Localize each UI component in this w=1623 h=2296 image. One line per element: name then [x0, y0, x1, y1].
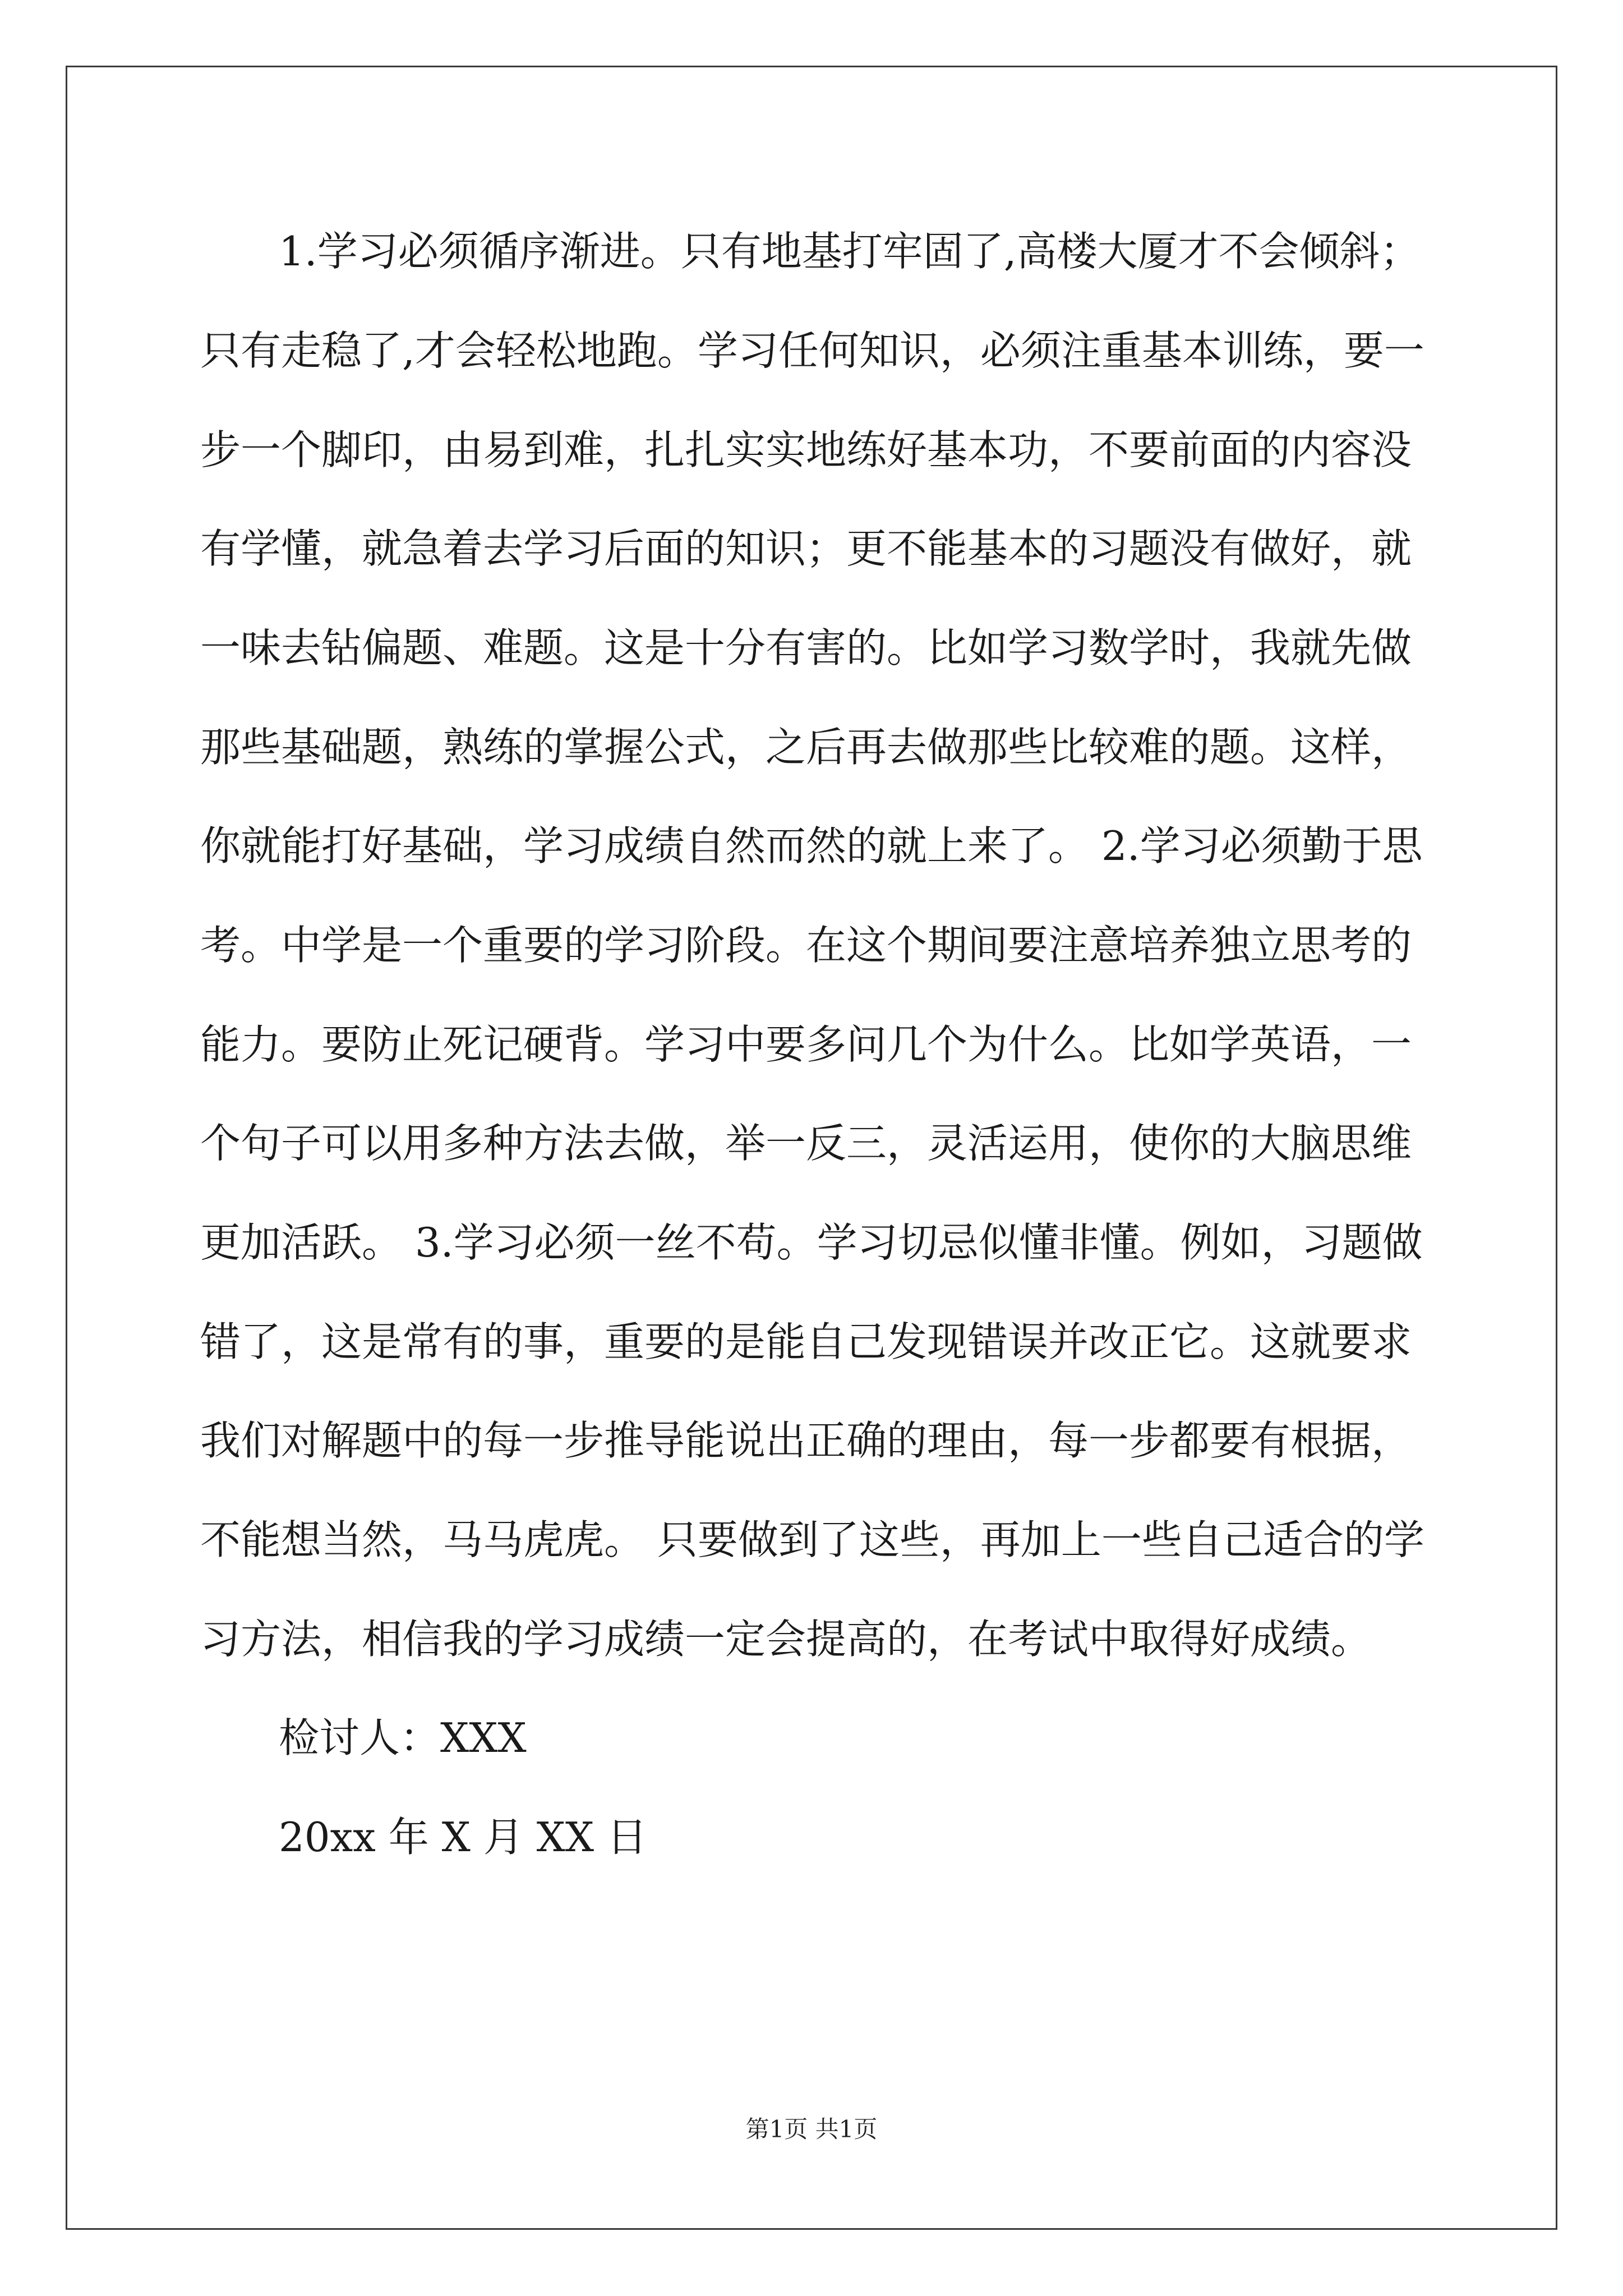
paragraph-line: 步一个脚印，由易到难，扎扎实实地练好基本功，不要前面的内容没	[200, 426, 1412, 473]
paragraph-line: 错了，这是常有的事，重要的是能自己发现错误并改正它。这就要求	[200, 1318, 1412, 1365]
paragraph-line: 1.学习必须循序渐进。只有地基打牢固了,高楼大厦才不会倾斜；	[279, 228, 1421, 275]
paragraph-line: 你就能打好基础，学习成绩自然而然的就上来了。 2.学习必须勤于思	[200, 822, 1423, 869]
paragraph-line: 一味去钻偏题、难题。这是十分有害的。比如学习数学时，我就先做	[200, 624, 1412, 671]
paragraph-line: 我们对解题中的每一步推导能说出正确的理由，每一步都要有根据，	[200, 1417, 1412, 1464]
paragraph-line: 不能想当然，马马虎虎。 只要做到了这些，再加上一些自己适合的学	[200, 1516, 1424, 1563]
paragraph-line: 那些基础题，熟练的掌握公式，之后再去做那些比较难的题。这样，	[200, 724, 1412, 771]
paragraph-line: 习方法，相信我的学习成绩一定会提高的，在考试中取得好成绩。	[200, 1616, 1372, 1663]
page-footer: 第1页 共1页	[745, 2115, 878, 2143]
date-line: 20xx 年 X 月 XX 日	[279, 1814, 648, 1861]
signature-line: 检讨人：XXX	[279, 1714, 527, 1761]
paragraph-line: 只有走稳了,才会轻松地跑。学习任何知识，必须注重基本训练，要一	[200, 327, 1424, 374]
paragraph-line: 有学懂，就急着去学习后面的知识；更不能基本的习题没有做好，就	[200, 525, 1412, 572]
paragraph-line: 更加活跃。 3.学习必须一丝不苟。学习切忌似懂非懂。例如，习题做	[200, 1219, 1423, 1266]
paragraph-line: 个句子可以用多种方法去做，举一反三，灵活运用，使你的大脑思维	[200, 1120, 1412, 1167]
paragraph-line: 考。中学是一个重要的学习阶段。在这个期间要注意培养独立思考的	[200, 922, 1412, 969]
paragraph-line: 能力。要防止死记硬背。学习中要多问几个为什么。比如学英语，一	[200, 1021, 1412, 1068]
